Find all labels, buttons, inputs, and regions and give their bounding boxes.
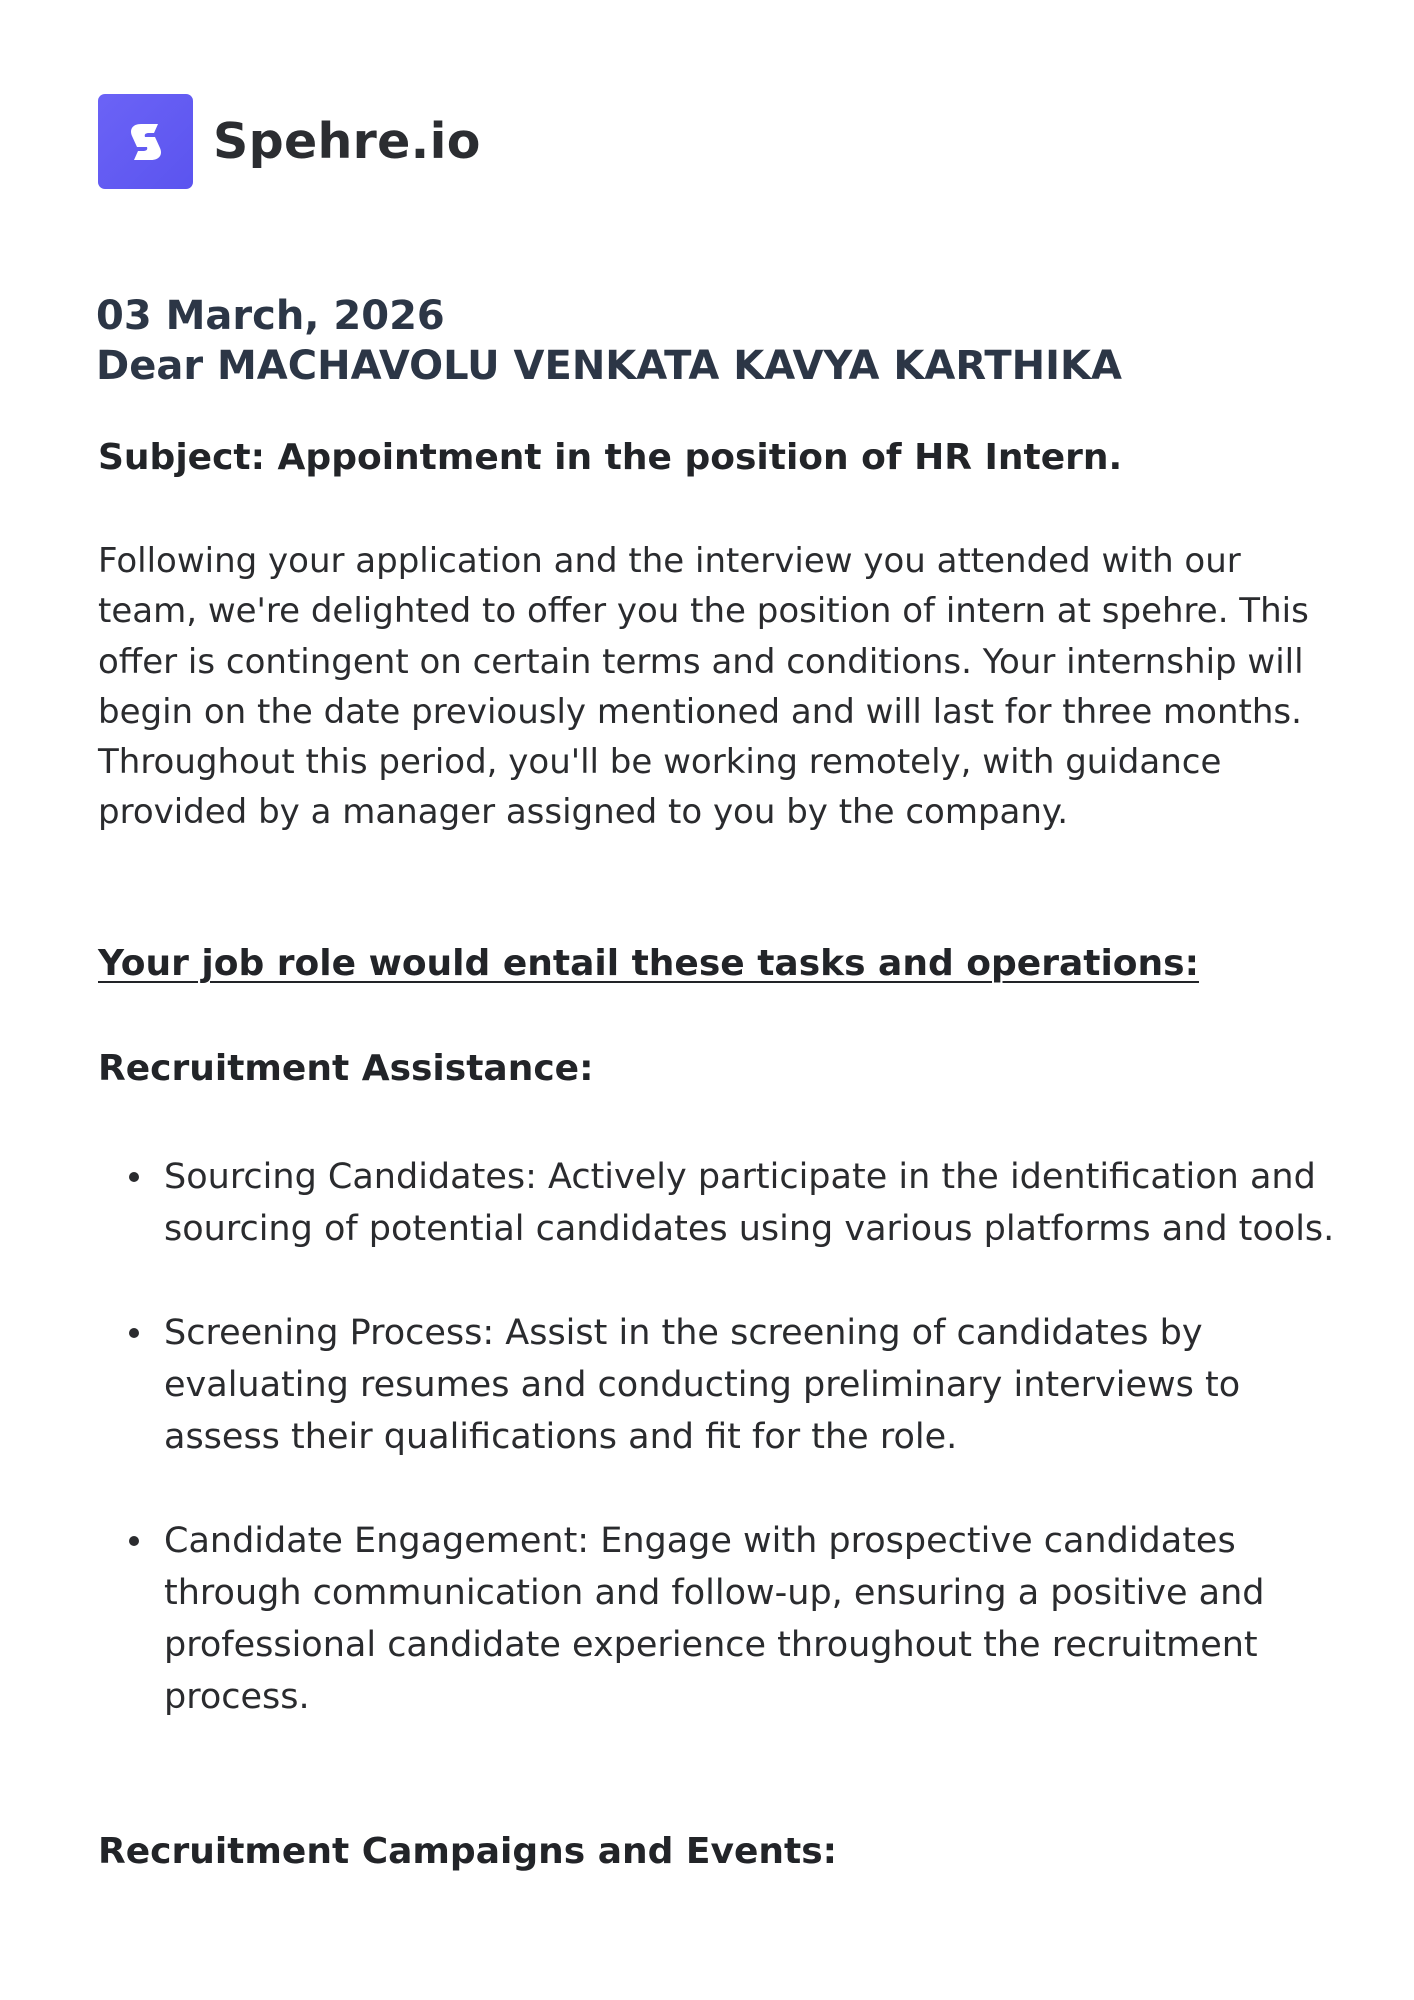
bullet-icon	[129, 1536, 139, 1546]
list-item	[98, 1307, 1348, 1463]
company-logo-icon	[98, 94, 193, 189]
bullet-icon	[129, 1172, 139, 1182]
section-heading-recruitment-campaigns: Recruitment Campaigns and Events:	[98, 1831, 838, 1872]
bullet-icon	[129, 1328, 139, 1338]
job-role-heading: Your job role would entail these tasks and operations:	[98, 943, 1199, 984]
list-item	[98, 1515, 1348, 1723]
intro-paragraph: Following your application and the interview you attended with our team, we're delighted to offer you the position of intern at spehre. This offer is contingent on certain terms and conditions. Your internship will begin on the date previously mentioned and will last for three months. Throughout this period, you'll be working remotely, with guidance provided by a manager assigned to you by the company.	[98, 541, 1309, 833]
subject-line: Subject: Appointment in the position of HR Intern.	[98, 437, 1123, 478]
list-item	[98, 1151, 1348, 1255]
salutation: Dear MACHAVOLU VENKATA KAVYA KARTHIKA	[96, 343, 1122, 389]
recruitment-assistance-list	[98, 1151, 1348, 1775]
letter-date: 03 March, 2026	[96, 293, 445, 339]
section-heading-recruitment-assistance: Recruitment Assistance:	[98, 1048, 594, 1089]
letterhead	[98, 94, 481, 189]
list-item-text: Candidate Engagement: Engage with prospective candidates through communication and follow-up, ensuring a positive and professional candidate experience throughout the recruitment process.	[164, 1521, 1265, 1717]
company-name: Spehre.io	[213, 113, 481, 170]
list-item-text: Sourcing Candidates: Actively participate in the identification and sourcing of potential candidates using various platforms and tools.	[164, 1157, 1335, 1249]
list-item-text: Screening Process: Assist in the screening of candidates by evaluating resumes and conducting preliminary interviews to assess their qualifications and fit for the role.	[164, 1313, 1241, 1457]
